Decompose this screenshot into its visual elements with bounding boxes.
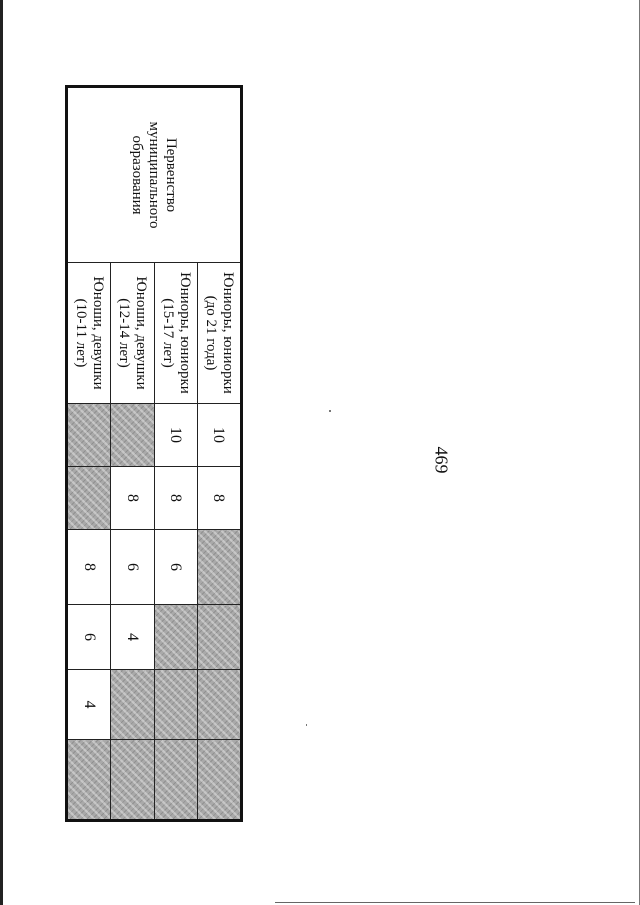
category-cell: Юниоры, юниорки (до 21 года) — [197, 263, 241, 404]
shaded-cell — [154, 670, 197, 740]
category-cell: Юноши, девушки (10-11 лет) — [67, 263, 111, 404]
shaded-cell — [197, 740, 241, 821]
results-table — [65, 85, 243, 822]
value-cell: 10 — [154, 404, 197, 467]
shaded-cell — [154, 605, 197, 670]
value-cell: 4 — [67, 670, 111, 740]
shaded-cell — [197, 530, 241, 605]
scan-speck — [306, 724, 307, 726]
value-cell: 8 — [111, 467, 154, 530]
shaded-cell — [67, 404, 111, 467]
table-row — [197, 87, 241, 821]
value-cell: 6 — [154, 530, 197, 605]
shaded-cell — [67, 740, 111, 821]
shaded-cell — [111, 670, 154, 740]
page-number: 469 — [431, 446, 452, 474]
value-cell: 4 — [111, 605, 154, 670]
value-cell: 6 — [111, 530, 154, 605]
value-cell: 8 — [154, 467, 197, 530]
shaded-cell — [67, 467, 111, 530]
shaded-cell — [111, 740, 154, 821]
shaded-cell — [111, 404, 154, 467]
section-header-cell: Первенство муниципального образования — [67, 87, 242, 263]
scan-border-bottom — [275, 902, 635, 903]
scan-speck — [329, 410, 331, 412]
scan-border-left — [0, 0, 3, 905]
shaded-cell — [197, 605, 241, 670]
value-cell: 8 — [67, 530, 111, 605]
value-cell: 6 — [67, 605, 111, 670]
shaded-cell — [154, 740, 197, 821]
value-cell: 8 — [197, 467, 241, 530]
shaded-cell — [197, 670, 241, 740]
category-cell: Юноши, девушки (12-14 лет) — [111, 263, 154, 404]
value-cell: 10 — [197, 404, 241, 467]
category-cell: Юниоры, юниорки (15-17 лет) — [154, 263, 197, 404]
